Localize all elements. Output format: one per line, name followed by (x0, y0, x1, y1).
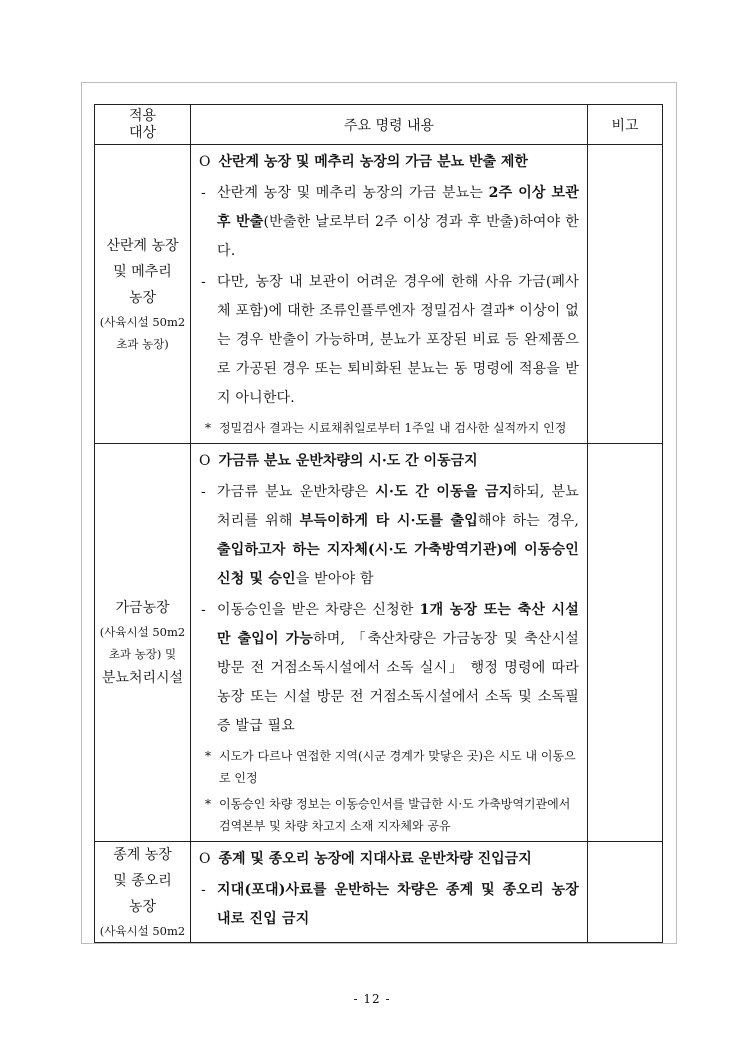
item-text-part: 하되, 분뇨 처리를 위해 (217, 484, 579, 529)
item-text (217, 179, 579, 266)
target-note: (사육시설 50m2 (99, 315, 186, 329)
section-heading (199, 846, 579, 872)
item-text-part: 이동승인을 받은 차량은 신청한 (217, 602, 420, 618)
target-note: 초과 농장) 및 (108, 646, 177, 661)
list-item (199, 268, 579, 413)
row1-target (95, 145, 191, 444)
footnote-text: 정밀검사 결과는 시료채취일로부터 1주일 내 검사한 실적까지 인정 (219, 421, 567, 435)
footnote-text: 이동승인 차량 정보는 이동승인서를 발급한 시·도 가축방역기관에서 검역본부 및 차량 차고지 소재 지자체와 공유 (219, 797, 571, 833)
item-text-bold: 2주 이상 보관 후 반출 (217, 185, 579, 230)
row2-target (95, 444, 191, 842)
item-text-bold: 1개 농장 또는 축산 시설만 출입이 가능 (217, 602, 579, 647)
item-text-part: (반출한 날로부터 2주 이상 경과 후 반출)하여야 한다. (217, 214, 579, 259)
item-text-part: 해야 하는 경우, (477, 513, 579, 529)
table-row (95, 145, 663, 444)
footnote (199, 417, 579, 439)
heading-text: 산란계 농장 및 메추리 농장의 가금 분뇨 반출 제한 (218, 154, 528, 170)
asterisk: * (205, 797, 211, 811)
bullet-o: O (199, 154, 211, 170)
list-item (199, 179, 579, 266)
item-text (217, 478, 579, 594)
target-label: 농장 (128, 290, 157, 306)
item-text (217, 596, 579, 741)
row2-content (191, 444, 588, 842)
heading-text: 종계 및 종오리 농장에 지대사료 운반차량 진입금지 (218, 851, 532, 867)
target-label: 농장 (128, 899, 157, 915)
target-note: (사육시설 50m2 (99, 624, 186, 639)
order-table (94, 104, 663, 943)
row2-remarks (588, 444, 663, 842)
item-text-part: 산란계 농장 및 메추리 농장의 가금 분뇨는 (217, 185, 489, 201)
list-item (199, 876, 579, 934)
bullet-o: O (199, 851, 211, 867)
dash-bullet: - (201, 602, 206, 618)
footnote (199, 745, 579, 789)
heading-text: 가금류 분뇨 운반차량의 시·도 간 이동금지 (218, 453, 478, 469)
dash-bullet: - (201, 484, 206, 500)
target-note: 초과 농장) (116, 337, 169, 351)
footnote (199, 793, 579, 837)
list-item (199, 596, 579, 741)
header-target-line1: 적용 (128, 107, 157, 124)
target-label: 및 메추리 (113, 264, 172, 280)
asterisk: * (205, 749, 211, 763)
header-target (95, 105, 191, 145)
target-label: 가금농장 (115, 599, 170, 616)
item-text-bold: 시·도 간 이동을 금지 (375, 484, 513, 500)
dash-bullet: - (201, 274, 206, 290)
row1-content (191, 145, 588, 444)
dash-bullet: - (201, 185, 206, 201)
section-heading (199, 149, 579, 175)
header-target-line2: 대상 (128, 124, 157, 141)
item-text-part: 가금류 분뇨 운반차량은 (217, 484, 376, 500)
dash-bullet: - (201, 882, 206, 898)
target-label: 분뇨처리시설 (101, 669, 184, 686)
target-label: 및 종오리 (113, 873, 172, 889)
row3-target (95, 842, 191, 943)
header-content: 주요 명령 내용 (191, 105, 588, 145)
item-text: 다만, 농장 내 보관이 어려운 경우에 한해 사유 가금(폐사체 포함)에 대한 조류인플루엔자 정밀검사 결과* 이상이 없는 경우 반출이 가능하며, 분뇨가 포장된 비료 등 완제품으로 가공된 경우 또는 퇴비화된 분뇨는 동 명령에 적용을 받지 아니한다. (217, 274, 579, 406)
item-text-bold: 출입하고자 하는 지자체(시·도 가축방역기관)에 이동승인 신청 및 승인 (217, 542, 579, 587)
target-note: (사육시설 50m2 (99, 924, 186, 938)
target-label: 종계 농장 (113, 847, 172, 863)
table-row (95, 444, 663, 842)
page-number: - 12 - (353, 992, 391, 1006)
item-text-bold: 부득이하게 타 시·도를 출입 (299, 513, 478, 529)
row1-remarks (588, 145, 663, 444)
item-text-part: 하며, 「축산차량은 가금농장 및 축산시설 방문 전 거점소독시설에서 소독 실시」 행정 명령에 따라 농장 또는 시설 방문 전 거점소독시설에서 소독 및 소독필증 발급 필요 (217, 631, 579, 734)
asterisk: * (205, 421, 211, 435)
list-item (199, 478, 579, 594)
table-header-row (95, 105, 663, 145)
item-text: 지대(포대)사료를 운반하는 차량은 종계 및 종오리 농장 내로 진입 금지 (217, 882, 579, 927)
row3-content (191, 842, 588, 943)
footnote-text: 시도가 다르나 연접한 지역(시군 경계가 맞닿은 곳)은 시도 내 이동으로 인정 (219, 749, 576, 785)
section-heading (199, 448, 579, 474)
target-label: 산란계 농장 (106, 238, 179, 254)
item-text-part: 을 받아야 함 (295, 571, 374, 587)
table-row (95, 842, 663, 943)
bullet-o: O (199, 453, 211, 469)
row3-remarks (588, 842, 663, 943)
header-remarks: 비고 (588, 105, 663, 145)
